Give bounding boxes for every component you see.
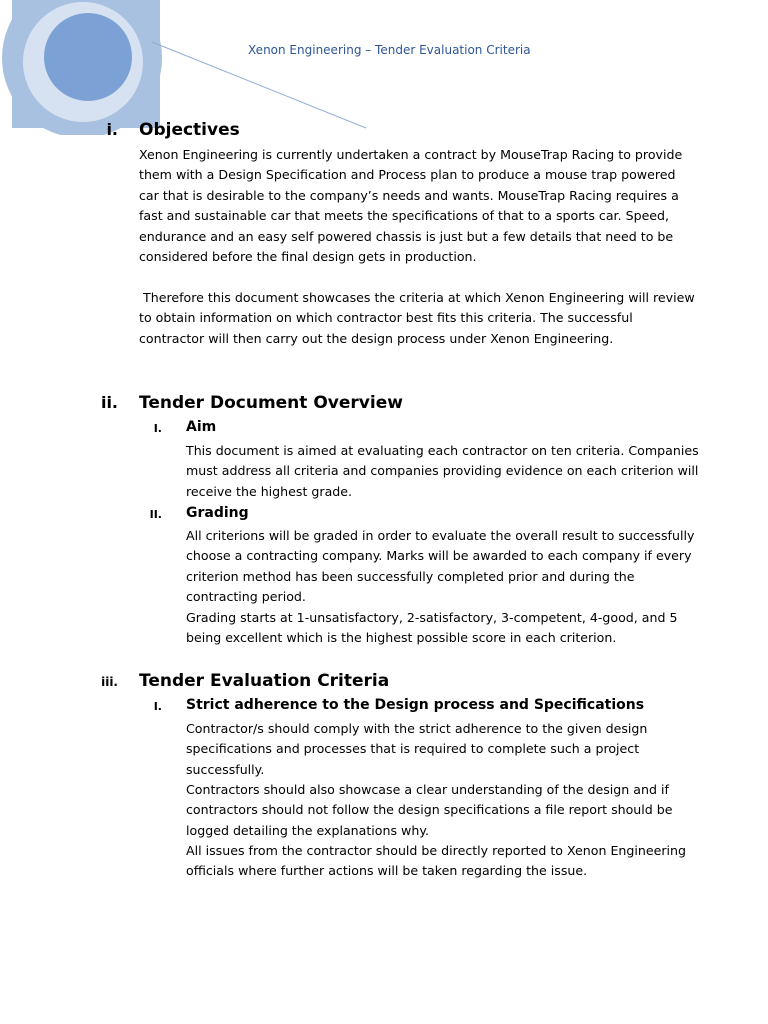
subsection-heading-grading: Grading — [186, 505, 249, 521]
criteria-paragraph-3: All issues from the contractor should be directly reported to Xenon Engineering officials where further actions will be taken regarding the issue. — [186, 843, 687, 879]
section-heading-evaluation-criteria: Tender Evaluation Criteria — [139, 671, 390, 691]
section-heading-tender-overview: Tender Document Overview — [139, 393, 403, 413]
grading-paragraph-2: Grading starts at 1-unsatisfactory, 2-satisfactory, 3-competent, 4-good, and 5 being excellent which is the highest possible score in each criterion. — [186, 610, 678, 646]
subsection-number: I. — [153, 422, 162, 435]
section-number: i. — [106, 120, 118, 139]
section-heading-objectives: Objectives — [139, 120, 240, 140]
subsection-number: II. — [149, 508, 162, 521]
criteria-paragraph-2: Contractors should also showcase a clear understanding of the design and if contractors should not follow the design specifications a file report should be logged detailing the explanations why. — [186, 782, 673, 838]
grading-paragraph-1: All criterions will be graded in order to evaluate the overall result to successfully choose a contracting company. Marks will be awarded to each company if every criterion method has been successfully completed prior and during the contracting period. — [186, 528, 695, 605]
objectives-paragraph-2: Therefore this document showcases the criteria at which Xenon Engineering will review to obtain information on which contractor best fits this criteria. The successful contractor will then carry out the design process under Xenon Engineering. — [139, 290, 699, 346]
section-number: ii. — [100, 393, 118, 412]
section-number: iii. — [101, 675, 118, 689]
objectives-paragraph-1: Xenon Engineering is currently undertaken a contract by MouseTrap Racing to provide them with a Design Specification and Process plan to produce a mouse trap powered car that is desirable to the company’s needs and wants. MouseTrap Racing requires a fast and sustainable car that meets the specifications of that to a sports car. Speed, endurance and an easy self powered chassis is just but a few details that need to be considered before the final design gets in production. — [139, 147, 683, 265]
aim-paragraph: This document is aimed at evaluating each contractor on ten criteria. Companies must address all criteria and companies providing evidence on each criterion will receive the highest grade. — [186, 443, 699, 499]
subsection-number: I. — [153, 700, 162, 713]
subsection-heading-strict-adherence: Strict adherence to the Design process and Specifications — [186, 697, 645, 713]
header-decor-inner-circle — [44, 13, 132, 101]
header-title: Xenon Engineering – Tender Evaluation Criteria — [248, 43, 531, 57]
subsection-heading-aim: Aim — [186, 419, 217, 435]
header-decoration — [0, 0, 380, 135]
criteria-paragraph-1: Contractor/s should comply with the strict adherence to the given design specifications and processes that is required to complete such a project successfully. — [186, 721, 648, 777]
